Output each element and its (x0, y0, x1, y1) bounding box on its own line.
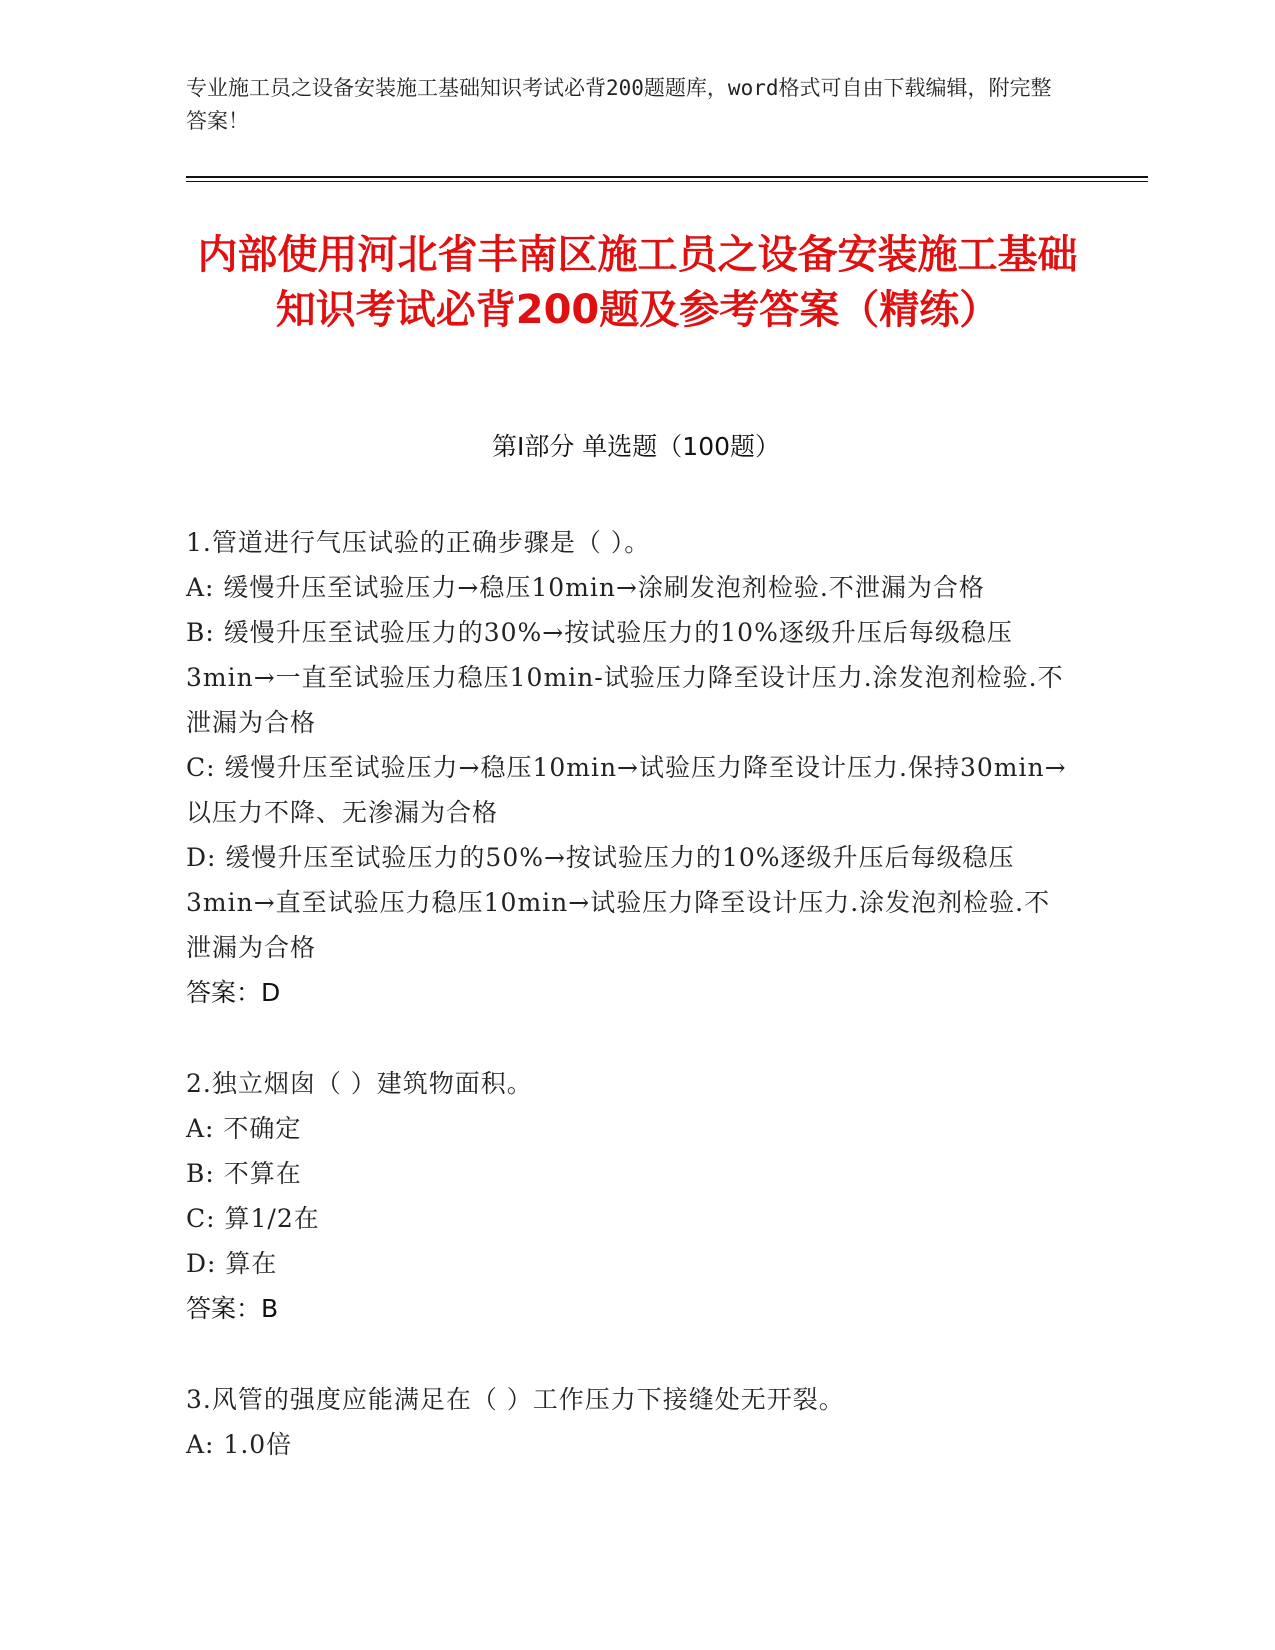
question-list (186, 520, 1076, 1513)
option-d: D: 缓慢升压至试验压力的50%→按试验压力的10%逐级升压后每级稳压3min→直至试验压力稳压10min→试验压力降至设计压力.涂发泡剂检验.不泄漏为合格 (186, 843, 1051, 962)
option-a: A: 1.0倍 (186, 1430, 293, 1459)
option-d: D: 算在 (186, 1249, 278, 1278)
question-stem: 2.独立烟囱（ ）建筑物面积。 (186, 1069, 533, 1098)
question-stem: 1.管道进行气压试验的正确步骤是（ ）。 (186, 528, 651, 557)
answer: 答案：B (186, 1294, 279, 1323)
question-stem: 3.风管的强度应能满足在（ ）工作压力下接缝处无开裂。 (186, 1385, 845, 1414)
option-a: A: 不确定 (186, 1114, 302, 1143)
header-divider-thin (186, 181, 1148, 182)
document-title: 内部使用河北省丰南区施工员之设备安装施工基础知识考试必背200题及参考答案（精练） (197, 232, 1078, 333)
option-b: B: 缓慢升压至试验压力的30%→按试验压力的10%逐级升压后每级稳压3min→一直至试验压力稳压10min-试验压力降至设计压力.涂发泡剂检验.不泄漏为合格 (186, 618, 1064, 737)
header-divider-thick (186, 176, 1148, 178)
header-note: 专业施工员之设备安装施工基础知识考试必背200题题库，word格式可自由下载编辑，附完整答案！ (186, 76, 1052, 133)
question-1 (186, 520, 1076, 1015)
option-c: C: 算1/2在 (186, 1204, 320, 1233)
section-title: 第Ⅰ部分 单选题（100题） (491, 432, 781, 461)
option-c: C: 缓慢升压至试验压力→稳压10min→试验压力降至设计压力.保持30min→以压力不降、无渗漏为合格 (186, 753, 1067, 827)
option-b: B: 不算在 (186, 1159, 302, 1188)
question-2 (186, 1061, 1076, 1331)
answer: 答案：D (186, 978, 281, 1007)
question-3 (186, 1377, 1076, 1467)
option-a: A: 缓慢升压至试验压力→稳压10min→涂刷发泡剂检验.不泄漏为合格 (186, 573, 985, 602)
